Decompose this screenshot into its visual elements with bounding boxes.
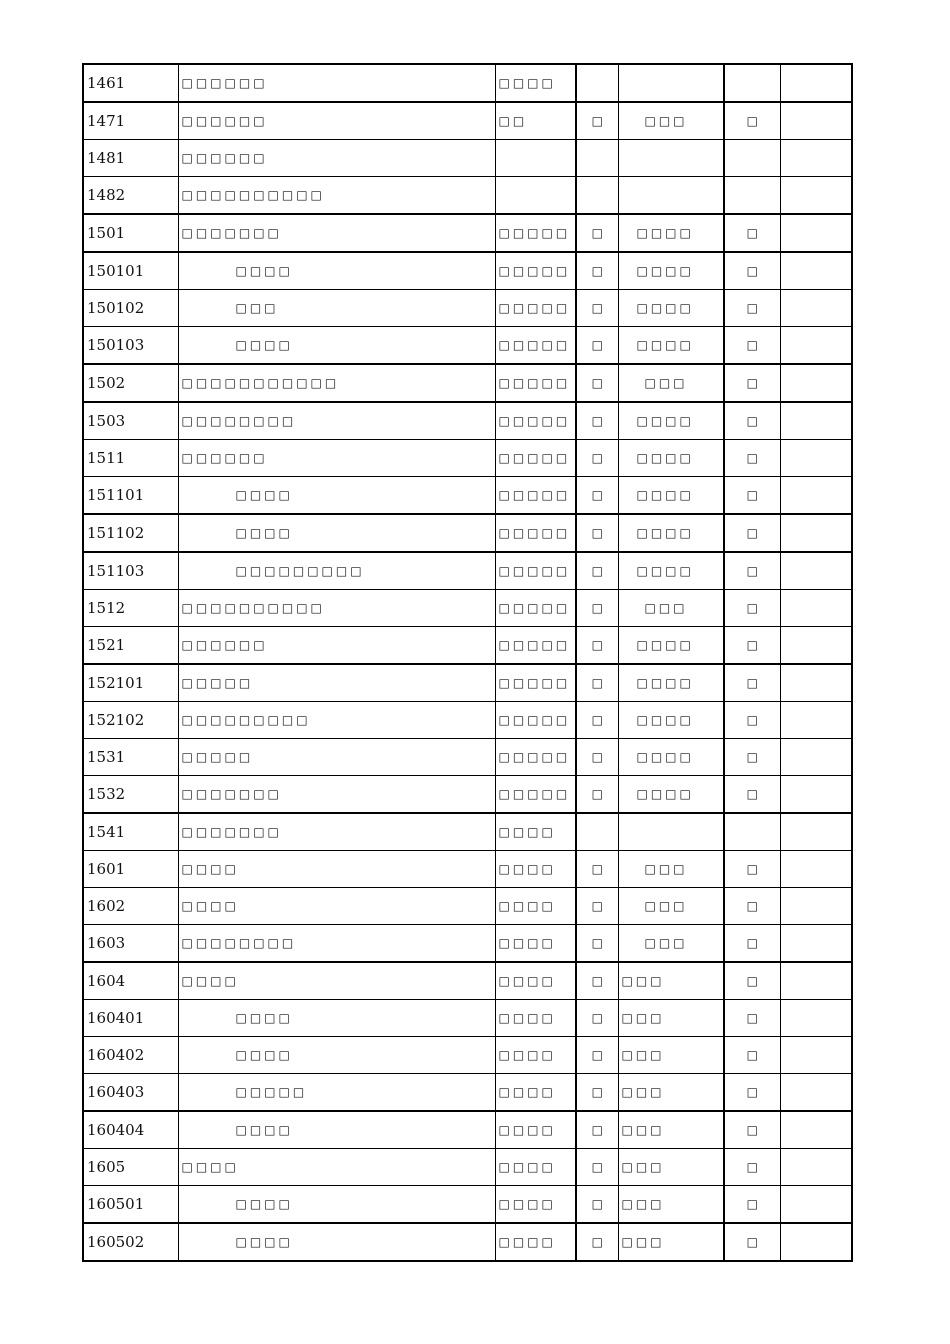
- table-row: [83, 177, 852, 215]
- note-cell: [780, 702, 852, 739]
- auxiliary-cell: □□□: [618, 1186, 724, 1224]
- account-category-cell: □□□□□: [495, 290, 576, 327]
- auxiliary-cell: □□□□: [618, 776, 724, 814]
- flag-cell: □: [724, 590, 780, 627]
- table-row: [83, 1000, 852, 1037]
- table-row: [83, 252, 852, 290]
- flag-cell: □: [724, 739, 780, 776]
- account-code-cell: 150103: [83, 327, 178, 365]
- auxiliary-cell: □□□: [618, 1111, 724, 1149]
- flag-cell: □: [724, 364, 780, 402]
- account-name-cell: □□□□□: [178, 739, 495, 776]
- balance-direction-cell: [576, 813, 618, 851]
- table-row: [83, 627, 852, 665]
- flag-cell: □: [724, 1000, 780, 1037]
- auxiliary-cell: □□□: [618, 925, 724, 963]
- auxiliary-cell: □□□: [618, 1074, 724, 1112]
- balance-direction-cell: [576, 64, 618, 102]
- table-row: [83, 702, 852, 739]
- account-name-cell: □□□□: [178, 1111, 495, 1149]
- account-name-cell: □□□□: [178, 1037, 495, 1074]
- table-row: [83, 327, 852, 365]
- account-code-cell: 150101: [83, 252, 178, 290]
- table-row: [83, 477, 852, 515]
- flag-cell: □: [724, 851, 780, 888]
- account-name-cell: □□□□□□□: [178, 813, 495, 851]
- table-row: [83, 1223, 852, 1261]
- flag-cell: □: [724, 702, 780, 739]
- account-code-cell: 1605: [83, 1149, 178, 1186]
- balance-direction-cell: □: [576, 1223, 618, 1261]
- note-cell: [780, 851, 852, 888]
- note-cell: [780, 327, 852, 365]
- account-name-cell: □□□□□□: [178, 440, 495, 477]
- account-category-cell: [495, 140, 576, 177]
- account-name-cell: □□□□□□□□□: [178, 552, 495, 590]
- table-row: [83, 813, 852, 851]
- account-category-cell: □□□□: [495, 962, 576, 1000]
- auxiliary-cell: □□□□: [618, 290, 724, 327]
- note-cell: [780, 177, 852, 215]
- table-row: [83, 1149, 852, 1186]
- account-name-cell: □□□□: [178, 514, 495, 552]
- account-name-cell: □□□□: [178, 477, 495, 515]
- note-cell: [780, 1037, 852, 1074]
- auxiliary-cell: □□□□: [618, 702, 724, 739]
- note-cell: [780, 627, 852, 665]
- flag-cell: □: [724, 252, 780, 290]
- note-cell: [780, 477, 852, 515]
- account-code-cell: 1503: [83, 402, 178, 440]
- flag-cell: □: [724, 1149, 780, 1186]
- balance-direction-cell: □: [576, 214, 618, 252]
- account-name-cell: □□□□: [178, 1000, 495, 1037]
- note-cell: [780, 140, 852, 177]
- account-category-cell: □□□□: [495, 1149, 576, 1186]
- account-code-cell: 1512: [83, 590, 178, 627]
- auxiliary-cell: □□□: [618, 1149, 724, 1186]
- flag-cell: □: [724, 1037, 780, 1074]
- flag-cell: □: [724, 627, 780, 665]
- table-row: [83, 925, 852, 963]
- flag-cell: [724, 140, 780, 177]
- note-cell: [780, 402, 852, 440]
- account-code-cell: 1532: [83, 776, 178, 814]
- note-cell: [780, 1111, 852, 1149]
- auxiliary-cell: □□□□: [618, 514, 724, 552]
- balance-direction-cell: □: [576, 1149, 618, 1186]
- note-cell: [780, 1074, 852, 1112]
- balance-direction-cell: □: [576, 1111, 618, 1149]
- flag-cell: □: [724, 552, 780, 590]
- account-name-cell: □□□□: [178, 1186, 495, 1224]
- auxiliary-cell: □□□: [618, 1223, 724, 1261]
- account-category-cell: □□□□: [495, 1186, 576, 1224]
- table-row: [83, 664, 852, 702]
- table-row: [83, 552, 852, 590]
- note-cell: [780, 1223, 852, 1261]
- table-row: [83, 102, 852, 140]
- balance-direction-cell: □: [576, 1037, 618, 1074]
- balance-direction-cell: [576, 140, 618, 177]
- auxiliary-cell: □□□□: [618, 440, 724, 477]
- table-row: [83, 214, 852, 252]
- account-category-cell: □□□□: [495, 1074, 576, 1112]
- flag-cell: □: [724, 1111, 780, 1149]
- table-row: [83, 851, 852, 888]
- account-code-cell: 1541: [83, 813, 178, 851]
- balance-direction-cell: □: [576, 290, 618, 327]
- auxiliary-cell: □□□□: [618, 477, 724, 515]
- account-code-cell: 150102: [83, 290, 178, 327]
- flag-cell: □: [724, 514, 780, 552]
- flag-cell: □: [724, 102, 780, 140]
- account-code-cell: 151102: [83, 514, 178, 552]
- account-category-cell: □□□□□: [495, 402, 576, 440]
- note-cell: [780, 252, 852, 290]
- table-row: [83, 140, 852, 177]
- account-code-cell: 1481: [83, 140, 178, 177]
- account-name-cell: □□□□: [178, 1223, 495, 1261]
- table-row: [83, 64, 852, 102]
- account-code-cell: 1601: [83, 851, 178, 888]
- account-category-cell: □□□□: [495, 925, 576, 963]
- account-category-cell: □□□□: [495, 1000, 576, 1037]
- account-name-cell: □□□□□□: [178, 627, 495, 665]
- account-category-cell: □□□□□: [495, 739, 576, 776]
- note-cell: [780, 962, 852, 1000]
- balance-direction-cell: □: [576, 888, 618, 925]
- note-cell: [780, 664, 852, 702]
- account-code-cell: 1471: [83, 102, 178, 140]
- account-code-cell: 160402: [83, 1037, 178, 1074]
- account-category-cell: □□□□: [495, 64, 576, 102]
- note-cell: [780, 364, 852, 402]
- note-cell: [780, 290, 852, 327]
- flag-cell: □: [724, 1074, 780, 1112]
- auxiliary-cell: □□□□: [618, 664, 724, 702]
- balance-direction-cell: □: [576, 1186, 618, 1224]
- auxiliary-cell: □□□□: [618, 214, 724, 252]
- account-code-cell: 1521: [83, 627, 178, 665]
- balance-direction-cell: □: [576, 252, 618, 290]
- balance-direction-cell: □: [576, 327, 618, 365]
- flag-cell: □: [724, 290, 780, 327]
- balance-direction-cell: □: [576, 664, 618, 702]
- flag-cell: □: [724, 440, 780, 477]
- balance-direction-cell: □: [576, 925, 618, 963]
- flag-cell: □: [724, 962, 780, 1000]
- account-name-cell: □□□□: [178, 888, 495, 925]
- account-code-cell: 160401: [83, 1000, 178, 1037]
- table-row: [83, 364, 852, 402]
- account-code-cell: 160502: [83, 1223, 178, 1261]
- account-category-cell: □□□□: [495, 1037, 576, 1074]
- account-name-cell: □□□□□□□□□: [178, 702, 495, 739]
- account-name-cell: □□□□□□□□□□: [178, 590, 495, 627]
- note-cell: [780, 590, 852, 627]
- note-cell: [780, 925, 852, 963]
- account-category-cell: □□□□: [495, 1223, 576, 1261]
- account-name-cell: □□□□□□□□: [178, 402, 495, 440]
- balance-direction-cell: □: [576, 552, 618, 590]
- account-name-cell: □□□□□: [178, 664, 495, 702]
- account-name-cell: □□□□□□: [178, 64, 495, 102]
- note-cell: [780, 1149, 852, 1186]
- flag-cell: □: [724, 477, 780, 515]
- table-row: [83, 590, 852, 627]
- account-name-cell: □□□□: [178, 851, 495, 888]
- account-category-cell: □□□□: [495, 888, 576, 925]
- account-code-cell: 1602: [83, 888, 178, 925]
- account-category-cell: □□□□□: [495, 776, 576, 814]
- auxiliary-cell: □□□: [618, 590, 724, 627]
- account-name-cell: □□□□: [178, 962, 495, 1000]
- account-category-cell: □□□□□: [495, 214, 576, 252]
- note-cell: [780, 888, 852, 925]
- balance-direction-cell: □: [576, 962, 618, 1000]
- table-row: [83, 1037, 852, 1074]
- account-name-cell: □□□□□□□: [178, 214, 495, 252]
- auxiliary-cell: □□□□: [618, 552, 724, 590]
- account-code-cell: 1511: [83, 440, 178, 477]
- balance-direction-cell: □: [576, 440, 618, 477]
- auxiliary-cell: □□□□: [618, 739, 724, 776]
- account-category-cell: □□□□□: [495, 440, 576, 477]
- note-cell: [780, 440, 852, 477]
- auxiliary-cell: □□□: [618, 888, 724, 925]
- auxiliary-cell: □□□: [618, 102, 724, 140]
- balance-direction-cell: □: [576, 590, 618, 627]
- flag-cell: □: [724, 776, 780, 814]
- account-code-cell: 1604: [83, 962, 178, 1000]
- table-row: [83, 1186, 852, 1224]
- account-category-cell: □□□□: [495, 1111, 576, 1149]
- auxiliary-cell: □□□□: [618, 627, 724, 665]
- balance-direction-cell: □: [576, 1074, 618, 1112]
- note-cell: [780, 813, 852, 851]
- account-name-cell: □□□□□□□□: [178, 925, 495, 963]
- account-code-cell: 160404: [83, 1111, 178, 1149]
- account-name-cell: □□□□□□□: [178, 776, 495, 814]
- balance-direction-cell: □: [576, 514, 618, 552]
- table-row: [83, 1111, 852, 1149]
- flag-cell: □: [724, 888, 780, 925]
- account-name-cell: □□□□□□□□□□: [178, 177, 495, 215]
- account-category-cell: □□: [495, 102, 576, 140]
- auxiliary-cell: □□□: [618, 1000, 724, 1037]
- flag-cell: [724, 177, 780, 215]
- balance-direction-cell: □: [576, 477, 618, 515]
- flag-cell: [724, 64, 780, 102]
- account-name-cell: □□□□□□□□□□□: [178, 364, 495, 402]
- account-category-cell: □□□□□: [495, 627, 576, 665]
- auxiliary-cell: □□□: [618, 1037, 724, 1074]
- note-cell: [780, 739, 852, 776]
- balance-direction-cell: □: [576, 702, 618, 739]
- account-code-cell: 1501: [83, 214, 178, 252]
- account-category-cell: □□□□□: [495, 552, 576, 590]
- account-name-cell: □□□□: [178, 1149, 495, 1186]
- balance-direction-cell: □: [576, 851, 618, 888]
- auxiliary-cell: □□□□: [618, 327, 724, 365]
- account-name-cell: □□□□□□: [178, 102, 495, 140]
- auxiliary-cell: □□□□: [618, 402, 724, 440]
- account-name-cell: □□□□□: [178, 1074, 495, 1112]
- balance-direction-cell: □: [576, 402, 618, 440]
- table-row: [83, 739, 852, 776]
- flag-cell: □: [724, 327, 780, 365]
- note-cell: [780, 214, 852, 252]
- account-category-cell: □□□□: [495, 851, 576, 888]
- account-category-cell: □□□□□: [495, 477, 576, 515]
- account-category-cell: □□□□□: [495, 590, 576, 627]
- account-category-cell: □□□□□: [495, 252, 576, 290]
- account-name-cell: □□□□: [178, 327, 495, 365]
- auxiliary-cell: [618, 140, 724, 177]
- account-ledger-table: [82, 63, 853, 1262]
- table-row: [83, 514, 852, 552]
- account-name-cell: □□□□: [178, 252, 495, 290]
- account-code-cell: 1482: [83, 177, 178, 215]
- account-code-cell: 1502: [83, 364, 178, 402]
- note-cell: [780, 102, 852, 140]
- table-row: [83, 962, 852, 1000]
- note-cell: [780, 1186, 852, 1224]
- flag-cell: [724, 813, 780, 851]
- balance-direction-cell: □: [576, 739, 618, 776]
- account-code-cell: 160501: [83, 1186, 178, 1224]
- account-category-cell: □□□□□: [495, 364, 576, 402]
- note-cell: [780, 64, 852, 102]
- auxiliary-cell: □□□: [618, 962, 724, 1000]
- balance-direction-cell: □: [576, 364, 618, 402]
- flag-cell: □: [724, 1186, 780, 1224]
- note-cell: [780, 552, 852, 590]
- auxiliary-cell: □□□□: [618, 252, 724, 290]
- balance-direction-cell: □: [576, 1000, 618, 1037]
- account-category-cell: □□□□□: [495, 514, 576, 552]
- note-cell: [780, 1000, 852, 1037]
- account-code-cell: 1603: [83, 925, 178, 963]
- balance-direction-cell: □: [576, 627, 618, 665]
- account-category-cell: □□□□□: [495, 327, 576, 365]
- table-row: [83, 888, 852, 925]
- flag-cell: □: [724, 402, 780, 440]
- account-category-cell: □□□□: [495, 813, 576, 851]
- account-code-cell: 1531: [83, 739, 178, 776]
- auxiliary-cell: [618, 813, 724, 851]
- account-code-cell: 152101: [83, 664, 178, 702]
- balance-direction-cell: [576, 177, 618, 215]
- ledger-body: [83, 64, 852, 1261]
- auxiliary-cell: [618, 177, 724, 215]
- auxiliary-cell: □□□: [618, 364, 724, 402]
- note-cell: [780, 776, 852, 814]
- account-code-cell: 160403: [83, 1074, 178, 1112]
- balance-direction-cell: □: [576, 776, 618, 814]
- flag-cell: □: [724, 214, 780, 252]
- balance-direction-cell: □: [576, 102, 618, 140]
- table-row: [83, 1074, 852, 1112]
- account-code-cell: 151103: [83, 552, 178, 590]
- auxiliary-cell: [618, 64, 724, 102]
- flag-cell: □: [724, 664, 780, 702]
- account-category-cell: □□□□□: [495, 664, 576, 702]
- account-code-cell: 1461: [83, 64, 178, 102]
- note-cell: [780, 514, 852, 552]
- table-row: [83, 776, 852, 814]
- account-name-cell: □□□: [178, 290, 495, 327]
- account-category-cell: [495, 177, 576, 215]
- table-row: [83, 440, 852, 477]
- flag-cell: □: [724, 1223, 780, 1261]
- table-row: [83, 402, 852, 440]
- account-code-cell: 152102: [83, 702, 178, 739]
- auxiliary-cell: □□□: [618, 851, 724, 888]
- table-row: [83, 290, 852, 327]
- account-category-cell: □□□□□: [495, 702, 576, 739]
- account-code-cell: 151101: [83, 477, 178, 515]
- flag-cell: □: [724, 925, 780, 963]
- account-name-cell: □□□□□□: [178, 140, 495, 177]
